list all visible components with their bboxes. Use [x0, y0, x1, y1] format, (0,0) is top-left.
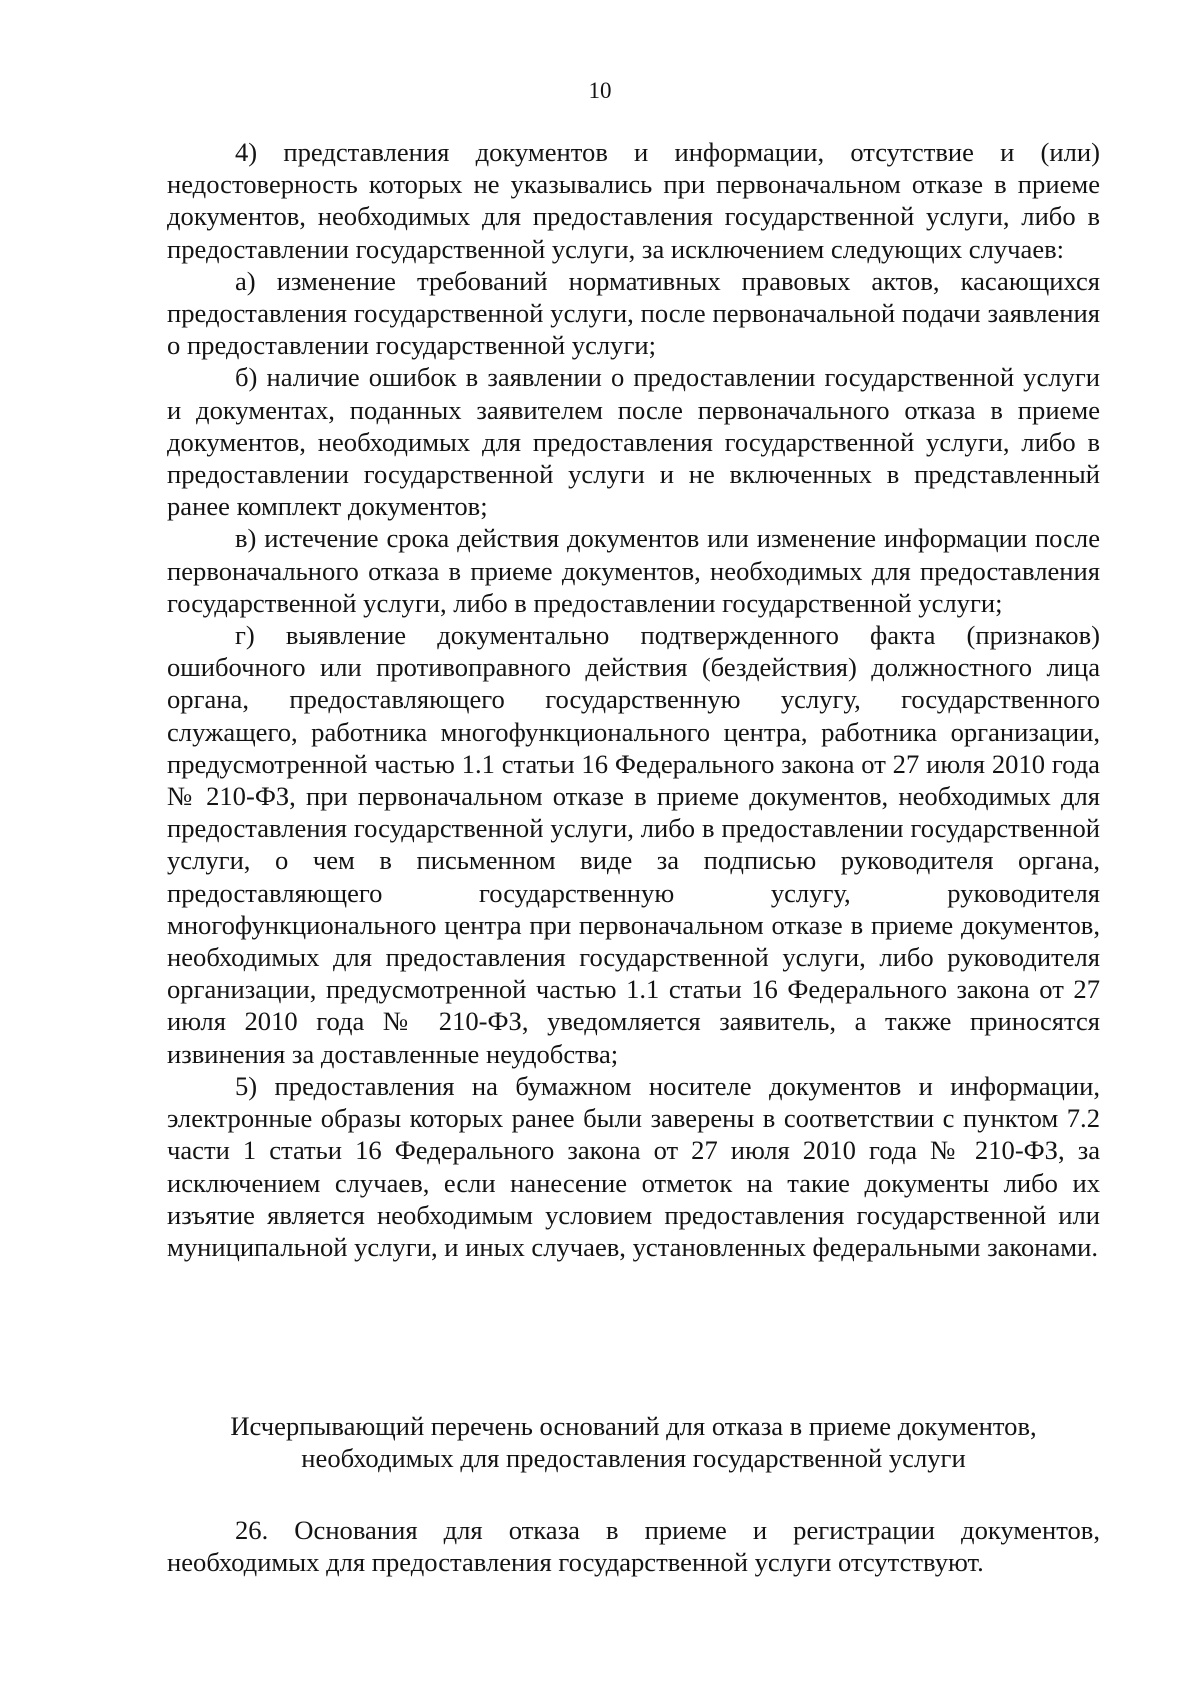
paragraph-item-5: 5) предоставления на бумажном носителе документов и информации, электронные образы которых ранее были заверены в соответствии с пунктом 7.2 части 1 статьи 16 Федерального закона от 27 июля 2010 года № 210-ФЗ, за исключением случаев, если нанесение отметок на такие документы либо их изъятие является необходимым условием предоставления государственной или муниципальной услуги, и иных случаев, установленных федеральными законами.: [167, 1070, 1100, 1262]
page-number: 10: [588, 78, 612, 103]
paragraph-item-4: 4) представления документов и информации, отсутствие и (или) недостоверность которых не указывались при первоначальном отказе в приеме документов, необходимых для предоставления государственной услуги, либо в предоставлении государственной услуги, за исключением следующих случаев:: [167, 137, 1100, 264]
paragraph-subitem-v: в) истечение срока действия документов или изменение информации после первоначального отказа в приеме документов, необходимых для предоставления государственной услуги, либо в предоставлении государственной услуги;: [167, 523, 1100, 618]
paragraph-subitem-g: г) выявление документально подтвержденного факта (признаков) ошибочного или противоправного действия (бездействия) должностного лица органа, предоставляющего государственную услугу, государственного служащего, работника многофункционального центра, работника организации, предусмотренной частью 1.1 статьи 16 Федерального закона от 27 июля 2010 года № 210-ФЗ, при первоначальном отказе в приеме документов, необходимых для предоставления государственной услуги, либо в предоставлении государственной услуги, о чем в письменном виде за подписью руководителя органа, предоставляющего государственную услугу, руководителя многофункционального центра при первоначальном отказе в приеме документов, необходимых для предоставления государственной услуги, либо руководителя организации, предусмотренной частью 1.1 статьи 16 Федерального закона от 27 июля 2010 года № 210-ФЗ, уведомляется заявитель, а также приносятся извинения за доставленные неудобства;: [167, 620, 1100, 1069]
section-heading: [167, 1410, 1100, 1474]
paragraph-subitem-a: а) изменение требований нормативных правовых актов, касающихся предоставления государственной услуги, после первоначальной подачи заявления о предоставлении государственной услуги;: [167, 265, 1100, 361]
section-heading-line-2: необходимых для предоставления государственной услуги: [301, 1443, 966, 1474]
section-heading-line-1: Исчерпывающий перечень оснований для отказа в приеме документов,: [230, 1411, 1037, 1441]
body-text: [167, 136, 1100, 1263]
paragraph-subitem-b: б) наличие ошибок в заявлении о предоставлении государственной услуги и документах, поданных заявителем после первоначального отказа в приеме документов, необходимых для предоставления государственной услуги, либо в предоставлении государственной услуги и не включенных в представленный ранее комплект документов;: [167, 362, 1100, 522]
final-section: [167, 1514, 1100, 1578]
paragraph-item-26: 26. Основания для отказа в приеме и регистрации документов, необходимых для предоставления государственной услуги отсутствуют.: [167, 1515, 1100, 1578]
